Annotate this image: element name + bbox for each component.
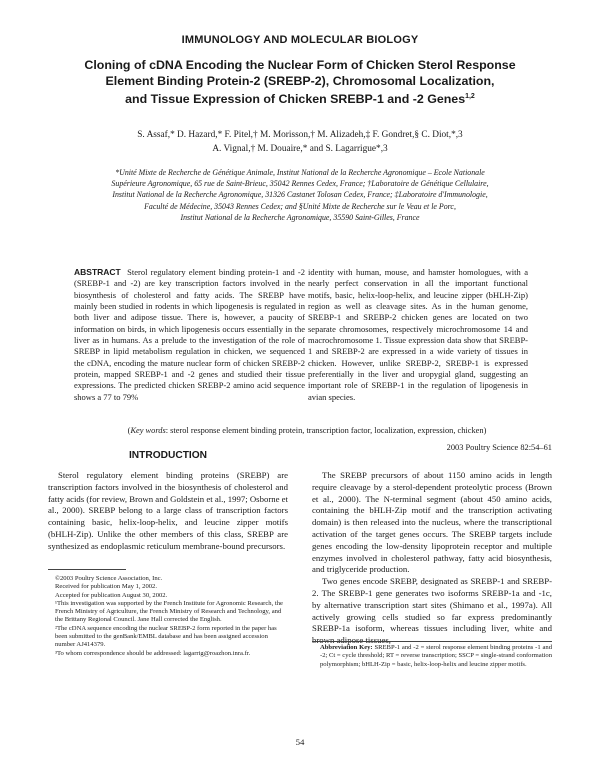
abstract-right-column	[308, 267, 528, 403]
abstract-text-right: identity with human, mouse, and hamster homologues, with a nearly perfect conservation in all the important functional motifs, basic, helix-loop-helix, and leucine zipper (bHLH-Zip) region as well as cleavage sites. As in the human genome, SREBP-1 and SREBP-2 chicken genes are located on two separate chromosomes, respectively microchromosome 14 and macrochromosome 1. Tissue expression data show that SREBP-1 and SREBP-2 are expressed in a wide variety of tissues in chicken. However, unlike SREBP-2, SREBP-1 is expressed preferentially in the liver and uropygial gland, suggesting an important role of SREBP-1 in the regulation of lipogenesis in avian species.	[308, 267, 528, 402]
intro-paragraph-1: Sterol regulatory element binding proteins (SREBP) are transcription factors involved in the biosynthesis of cholesterol and fatty acids (for review, Brown and Goldstein et al., 1997; Osborne et al., 2000). SREBP belong to a large class of transcription factors containing basic, helix-loop-helix, and leucine zipper motifs (bHLH-Zip). Unlike the other members of this class, SREBP are synthesized as endoplasmic reticulum membrane-bound precursors.	[48, 470, 288, 551]
footnote-copyright: ©2003 Poultry Science Association, Inc.	[55, 575, 163, 582]
intro-left-column	[48, 470, 288, 553]
footnote-2: ²The cDNA sequence encoding the nuclear SREBP-2 form reported in the paper has been submitted to the genBank/EMBL database and has been assigned accession number AJ414379.	[55, 624, 277, 649]
title-footnote-marker: 1,2	[465, 93, 475, 100]
affiliation-line-5: Institut National de la Recherche Agronomique, 35590 Saint-Gilles, France	[180, 212, 420, 222]
journal-citation: 2003 Poultry Science 82:54–61	[446, 443, 552, 452]
author-list	[40, 128, 560, 156]
authors-line-2: A. Vignal,† M. Douaire,* and S. Lagarrigue*,3	[212, 144, 388, 154]
introduction-heading: INTRODUCTION	[128, 450, 208, 461]
abstract-left-column	[74, 267, 305, 403]
footnote-accepted: Accepted for publication August 30, 2002.	[55, 591, 168, 599]
keywords: (Key words: sterol response element binding protein, transcription factor, localization, expression, chicken)	[127, 426, 487, 435]
keywords-label: Key words	[130, 426, 166, 435]
affiliation-line-2: Supérieure Agronomique, 65 rue de Saint-Brieuc, 35042 Rennes Cedex, France; †Laboratoire de Génétique Cellulaire,	[111, 179, 489, 189]
footnote-3: ³To whom correspondence should be addressed: lagarrig@roazhon.inra.fr.	[55, 649, 251, 657]
affiliation-line-4: Faculté de Médecine, 35043 Rennes Cedex; and §Unité Mixte de Recherche sur le Veau et le Porc,	[144, 201, 456, 211]
footnote-1: ¹This investigation was supported by the French Institute for Agronomic Research, the French Ministry of Agriculture, the French Ministry of Research and Technology, and the Brittany Regional Council. Jane Hall corrected the English.	[55, 599, 283, 624]
article-title	[40, 58, 560, 108]
abbreviation-text: SREBP-1 and -2 = sterol response element binding proteins -1 and -2; Ct = cycle threshold; RT = reverse transcription; SSCP = single-strand conformation polymorphism; bHLH-Zip = basic, helix-loop-helix and leucine zipper motifs.	[320, 644, 552, 668]
affiliation-line-1: *Unité Mixte de Recherche de Génétique Animale, Institut National de la Recherche Agronomique – Ecole Nationale	[115, 168, 485, 177]
intro-paragraph-3: Two genes encode SREBP, designated as SREBP-1 and SREBP-2. The SREBP-1 gene generates two isoforms SREBP-1a and -1c, by alternative transcription start sites (Shimano et al., 1997a). All actively growing cells studied so far express predominantly SREBP-1a isoform, whereas tissues including liver, white and brown adipose tissues,	[312, 576, 552, 646]
authors-line-1: S. Assaf,* D. Hazard,* F. Pitel,† M. Morisson,† M. Alizadeh,‡ F. Gondret,§ C. Diot,*,3	[137, 130, 463, 140]
affiliations	[50, 167, 550, 223]
page-number: 54	[295, 737, 305, 747]
abbreviation-key	[320, 644, 552, 669]
abstract-label: ABSTRACT	[74, 267, 121, 277]
journal-section-heading: IMMUNOLOGY AND MOLECULAR BIOLOGY	[181, 34, 419, 46]
footnote-divider	[48, 569, 126, 570]
footnote-received: Received for publication May 1, 2002.	[55, 583, 157, 591]
intro-paragraph-2: The SREBP precursors of about 1150 amino acids in length require cleavage by a sterol-dependent proteolytic process (Brown et al., 2000). The N-terminal segment (about 450 amino acids, containing the bHLH-Zip motif and the transcription activating domain) is then released into the nucleus, where the transcriptional activation of the target genes occurs. The SREBP targets include genes encoding the low-density lipoprotein receptor and multiple enzymes involved in cholesterol pathway, fatty acid biosynthesis, and triglyceride production.	[312, 470, 552, 575]
title-line-2: Element Binding Protein-2 (SREBP-2), Chromosomal Localization,	[105, 73, 495, 88]
footnotes	[48, 575, 288, 658]
intro-right-column	[312, 470, 552, 647]
title-line-1: Cloning of cDNA Encoding the Nuclear Form of Chicken Sterol Response	[84, 58, 516, 72]
abbreviation-label: Abbreviation Key:	[320, 644, 373, 651]
title-line-3: and Tissue Expression of Chicken SREBP-1 and -2 Genes$^{1,2}$	[125, 92, 475, 107]
keywords-text: sterol response element binding protein, transcription factor, localization, expression, chicken	[170, 426, 484, 435]
affiliation-line-3: Institut National de la Recherche Agronomique, 31326 Castanet Tolosan Cedex, France; ‡Laboratoire d'Immunologie,	[112, 190, 488, 200]
abstract-text-left: Sterol regulatory element binding protein-1 and -2 (SREBP-1 and -2) are key transcription factors involved in the biosynthesis of cholesterol and fatty acids. The SREBP have mainly been studied in rodents in which lipogenesis is regulated in both liver and adipose tissue. There is, however, a paucity of information on birds, in which lipogenesis occurs essentially in the liver as in humans. As a prelude to the investigation of the role of SREBP in lipid metabolism regulation in chicken, we sequenced the cDNA, encoding the mature nuclear form of chicken SREBP-2 protein, mapped SREBP-1 and -2 genes and studied their tissue expressions. The predicted chicken SREBP-2 amino acid sequence shows a 77 to 79%	[74, 267, 305, 402]
abbreviation-divider	[312, 641, 552, 642]
